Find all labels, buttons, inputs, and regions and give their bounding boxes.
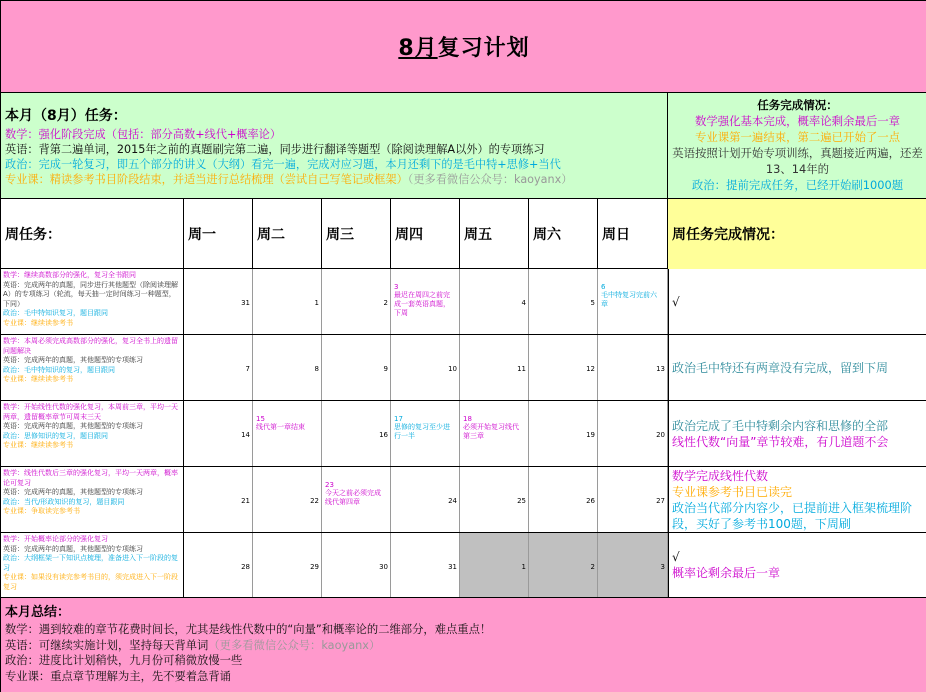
- month-task-line-text: 专业课：精读参考书目阶段结束，并适当进行总结梳理（尝试自己写笔记或框架）: [5, 173, 408, 186]
- week-task-line: 英语：完成两年的真题，其他题型的专项练习: [3, 356, 143, 365]
- week-task-cell: [1, 401, 184, 466]
- week-done-line: 政治当代部分内容少，已提前进入框架梳理阶段，买好了参考书100题，下周刷: [672, 500, 913, 531]
- day-cell: [322, 401, 391, 466]
- week-done-content: [672, 360, 924, 376]
- week-task-line: 英语：完成两年的真题，其他题型的专项练习: [3, 544, 143, 553]
- header-week-done: 周任务完成情况：: [668, 199, 926, 269]
- week-done-content: [672, 468, 924, 532]
- day-number: 3: [394, 283, 399, 291]
- summary-line-suffix: （更多看微信公众号：kaoyanx）: [208, 638, 381, 652]
- day-cell: [184, 467, 253, 532]
- day-cell: [322, 467, 391, 532]
- month-task-line-text: 政治：完成一轮复习，即五个部分的讲义（大纲）看完一遍，完成对应习题，本月还剩下的是毛中特+思修+当代: [5, 158, 561, 171]
- day-number: 4: [521, 299, 526, 307]
- day-cell: [460, 335, 529, 400]
- summary-line: [5, 653, 923, 669]
- header-day: 周一: [184, 199, 253, 269]
- day-cell: [460, 467, 529, 532]
- week-done-cell: [668, 533, 926, 597]
- day-cell: [460, 401, 529, 466]
- month-task-line: [5, 142, 663, 157]
- week-task-line: 数学：线性代数后三章的强化复习，平均一天两章，概率论可复习: [3, 469, 178, 487]
- day-number: 18: [463, 415, 472, 423]
- week-done-line: 概率论剩余最后一章: [672, 566, 781, 580]
- day-cell: [598, 269, 668, 334]
- week-task-cell: [1, 467, 184, 532]
- week-done-line: √: [672, 550, 680, 564]
- day-number: 21: [241, 497, 250, 505]
- day-cell: [184, 335, 253, 400]
- day-note: 今天之前必须完成线代第四章: [325, 489, 381, 506]
- week-task-line: 数学：开始概率论部分的强化复习: [3, 535, 108, 543]
- week-task-line: 专业课：如果没有读完参考书目的，须完成进入下一阶段复习: [3, 573, 178, 591]
- completion-heading: 任务完成情况：: [757, 98, 838, 112]
- month-tasks: [1, 93, 668, 199]
- week-task-line: 英语：完成两年的真题，其他题型的专项练习: [3, 488, 143, 497]
- week-done-line: √: [672, 294, 680, 309]
- day-number: 6: [601, 283, 606, 291]
- day-cell: [184, 401, 253, 466]
- day-cell: [322, 335, 391, 400]
- week-done-line: 政治毛中特还有两章没有完成，留到下周: [672, 360, 889, 375]
- week-done-content: [672, 294, 924, 310]
- day-number: 12: [586, 365, 595, 373]
- day-cell: [391, 401, 460, 466]
- day-cell: [391, 533, 460, 597]
- week-task-line: 英语：完成两年的真题，同步进行其他题型（除阅读理解A）的专项练习（轮流，每天抽一定时间练习一种题型，下同）: [3, 280, 178, 308]
- day-number: 31: [241, 299, 250, 307]
- week-row: [1, 533, 926, 598]
- week-done-content: [672, 549, 924, 581]
- day-cell: [460, 533, 529, 597]
- day-cell: [529, 533, 598, 597]
- day-note: 毛中特复习完前六章: [601, 291, 657, 308]
- day-cell: [529, 467, 598, 532]
- summary-line: [5, 622, 923, 638]
- week-row: [1, 269, 926, 335]
- month-task-line: [5, 157, 663, 172]
- week-task-line: 专业课：争取读完参考书: [3, 507, 80, 516]
- day-note: 线代第一章结束: [256, 423, 305, 431]
- day-cell: [391, 335, 460, 400]
- day-number: 16: [379, 431, 388, 439]
- day-number: 1: [314, 299, 319, 307]
- header-day: 周六: [529, 199, 598, 269]
- summary-line-text: 英语：可继续实施计划，坚持每天背单词: [5, 638, 209, 652]
- day-number: 27: [656, 497, 665, 505]
- week-task-line: 政治：毛中特知识复习，题目跟同: [3, 309, 108, 318]
- day-cell: [529, 401, 598, 466]
- completion-line: 英语按照计划开始专项训练，真题接近两遍，还差13、14年的: [672, 146, 923, 176]
- week-task-line: 专业课：继续读参考书: [3, 318, 73, 327]
- day-number: 9: [383, 365, 388, 373]
- week-row: [1, 467, 926, 533]
- day-number: 11: [517, 365, 526, 373]
- month-task-section: [1, 93, 926, 199]
- page-title: [398, 31, 529, 62]
- day-cell: [460, 269, 529, 334]
- completion-line: 政治：提前完成任务，已经开始刷1000题: [691, 178, 904, 192]
- day-number: 13: [656, 365, 665, 373]
- day-cell: [253, 269, 322, 334]
- table-header-row: [1, 199, 926, 269]
- day-note: 必须开始复习线代第三章: [463, 423, 519, 440]
- completion-line: 专业课第一遍结束，第二遍已开始了一点: [694, 130, 901, 144]
- day-cell: [529, 335, 598, 400]
- day-number: 29: [310, 563, 319, 571]
- day-number: 2: [590, 563, 595, 571]
- summary-line: [5, 669, 923, 685]
- day-cell: [598, 467, 668, 532]
- day-note: 最迟在周四之前完成一套英语真题，下周: [394, 291, 450, 317]
- header-day: 周二: [253, 199, 322, 269]
- header-day: 周五: [460, 199, 529, 269]
- day-number: 22: [310, 497, 319, 505]
- header-day: 周三: [322, 199, 391, 269]
- day-cell: [391, 467, 460, 532]
- title-rest: 复习计划: [437, 36, 530, 61]
- week-task-line: 政治：大纲框架一下知识点梳理，准备进入下一阶段的复习: [3, 554, 178, 572]
- day-note: 思修的复习至少进行一半: [394, 423, 450, 440]
- header-week-task: 周任务：: [1, 199, 184, 269]
- day-number: 26: [586, 497, 595, 505]
- summary-line-text: 专业课：重点章节理解为主，先不要着急背诵: [5, 669, 231, 683]
- week-task-line: 专业课：继续读参考书: [3, 441, 73, 450]
- month-summary: [1, 598, 926, 692]
- day-cell: [529, 269, 598, 334]
- week-task-line: 数学：开始线性代数的强化复习，本周前三章，平均一天两章，遗留概率章节可周末三天: [3, 403, 178, 421]
- day-cell: [253, 467, 322, 532]
- summary-line-text: 政治：进度比计划稍快，九月份可稍微放慢一些: [5, 654, 243, 667]
- header-day: 周四: [391, 199, 460, 269]
- day-cell: [184, 269, 253, 334]
- week-row: [1, 401, 926, 467]
- day-cell: [598, 401, 668, 466]
- day-number: 15: [256, 415, 265, 423]
- week-task-line: 数学：继续高数部分的强化，复习全书跟同: [3, 271, 136, 279]
- summary-line: [5, 638, 923, 654]
- week-task-line: 政治：当代/形政知识的复习，题目跟同: [3, 497, 125, 506]
- day-cell: [598, 335, 668, 400]
- week-task-line: 政治：思修知识的复习，题目跟同: [3, 431, 108, 440]
- day-number: 23: [325, 481, 334, 489]
- day-cell: [253, 335, 322, 400]
- day-number: 3: [660, 563, 665, 571]
- week-done-cell: [668, 335, 926, 400]
- day-cell: [322, 269, 391, 334]
- day-number: 30: [379, 563, 388, 571]
- day-cell: [253, 533, 322, 597]
- day-number: 25: [517, 497, 526, 505]
- week-row: [1, 335, 926, 401]
- day-cell: [391, 269, 460, 334]
- title-month: 8月: [398, 36, 438, 61]
- week-task-line: 专业课：继续读参考书: [3, 375, 73, 384]
- day-number: 5: [590, 299, 595, 307]
- week-done-line: 专业课参考书目已读完: [672, 484, 793, 499]
- month-completion: [668, 93, 926, 199]
- day-number: 20: [656, 431, 665, 439]
- day-cell: [184, 533, 253, 597]
- week-done-line: 线性代数“向量”章节较难，有几道题不会: [672, 434, 889, 449]
- day-number: 8: [314, 365, 319, 373]
- header-day: 周日: [598, 199, 668, 269]
- day-number: 17: [394, 415, 403, 423]
- month-task-line-suffix: （更多看微信公众号：kaoyanx）: [407, 173, 573, 186]
- week-task-line: 数学：本周必须完成高数部分的强化，复习全书上的遗留问题解决: [3, 337, 178, 355]
- week-done-cell: [668, 401, 926, 466]
- week-done-line: 数学完成线性代数: [672, 468, 769, 483]
- day-number: 19: [586, 431, 595, 439]
- week-task-cell: [1, 269, 184, 334]
- day-cell: [598, 533, 668, 597]
- day-cell: [253, 401, 322, 466]
- week-task-cell: [1, 533, 184, 597]
- week-done-cell: [668, 467, 926, 532]
- day-number: 10: [448, 365, 457, 373]
- week-task-cell: [1, 335, 184, 400]
- completion-line: 数学强化基本完成，概率论剩余最后一章: [694, 114, 901, 128]
- summary-heading: 本月总结：: [5, 605, 71, 620]
- day-number: 31: [448, 563, 457, 571]
- day-number: 2: [383, 299, 388, 307]
- month-tasks-heading: 本月（8月）任务：: [5, 108, 127, 124]
- day-number: 28: [241, 563, 250, 571]
- month-task-line-text: 英语：背第二遍单词，2015年之前的真题刷完第二遍，同步进行翻译等题型（除阅读理解A以外）的专项练习: [5, 143, 545, 156]
- week-done-cell: [668, 269, 926, 334]
- week-done-line: 政治完成了毛中特剩余内容和思修的全部: [672, 418, 889, 433]
- week-task-line: 政治：毛中特知识的复习，题目跟同: [3, 365, 115, 374]
- day-cell: [322, 533, 391, 597]
- day-number: 14: [241, 431, 250, 439]
- month-task-line: [5, 172, 663, 187]
- week-task-line: 英语：完成两年的真题，其他题型的专项练习: [3, 422, 143, 431]
- week-done-content: [672, 418, 924, 450]
- summary-line-text: 数学：遇到较难的章节花费时间长，尤其是线性代数中的“向量”和概率论的二维部分，难点重点！: [5, 623, 492, 636]
- day-number: 1: [521, 563, 526, 571]
- month-task-line: [5, 127, 663, 142]
- title-banner: [1, 1, 926, 93]
- day-number: 7: [245, 365, 250, 373]
- day-number: 24: [448, 497, 457, 505]
- month-task-line-text: 数学：强化阶段完成（包括：部分高数+线代+概率论）: [5, 128, 282, 141]
